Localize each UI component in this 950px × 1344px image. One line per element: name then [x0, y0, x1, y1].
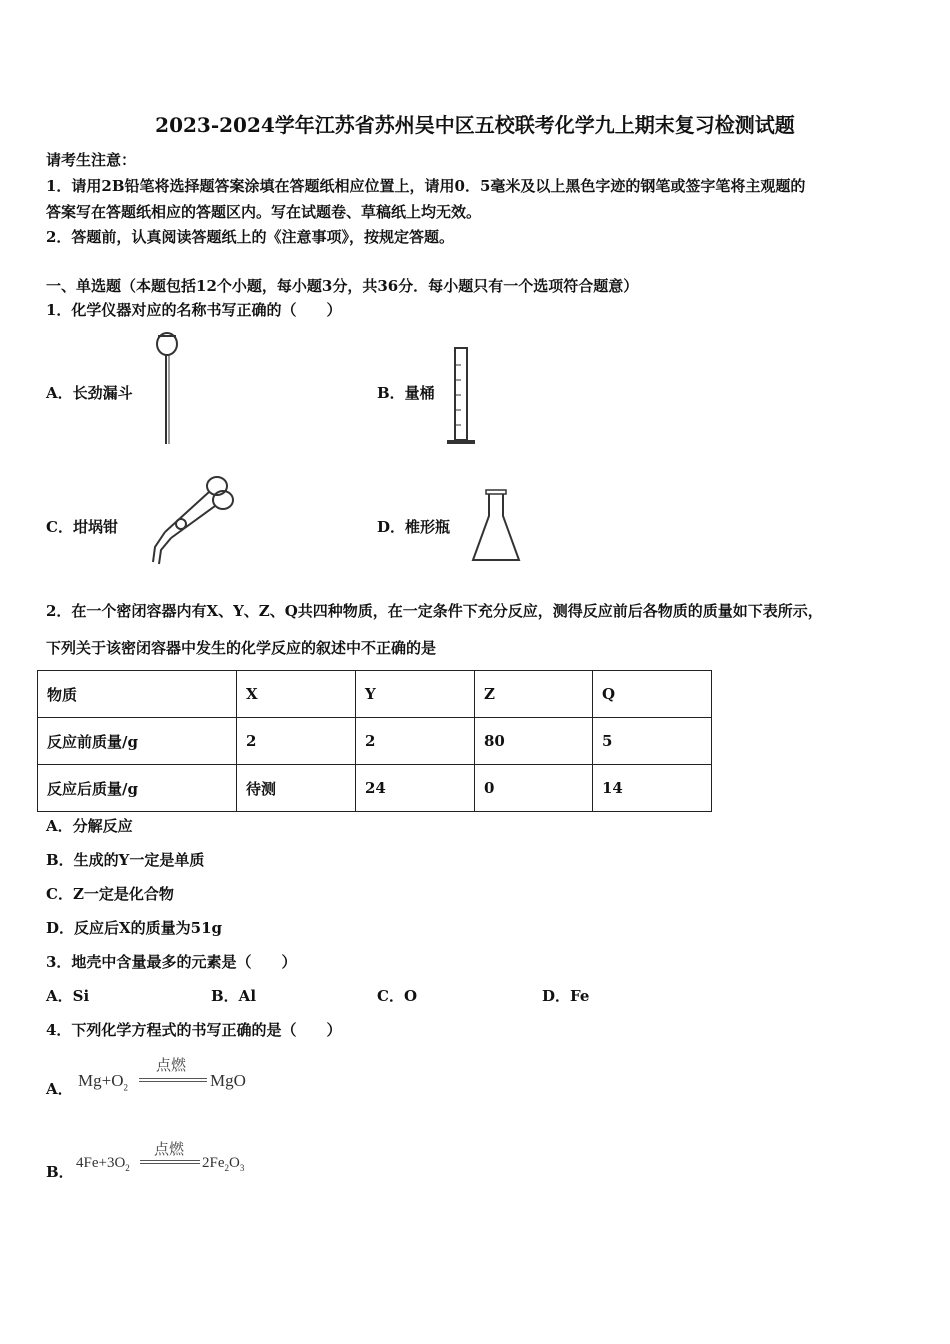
- q1-option-c[interactable]: C．坩埚钳: [46, 518, 118, 536]
- note-1: 1．请用2B铅笔将选择题答案涂填在答题纸相应位置上，请用0．5毫米及以上黑色字迹的钢笔或签字笔将主观题的: [46, 177, 806, 195]
- conical-flask-icon: [468, 488, 524, 566]
- q1-stem: 1．化学仪器对应的名称书写正确的（ ）: [46, 301, 342, 319]
- table-cell: Z: [475, 671, 593, 718]
- q4-b-lhs: [76, 1156, 130, 1173]
- note-2: 2．答题前，认真阅读答题纸上的《注意事项》，按规定答题。: [46, 228, 454, 246]
- note-1-cont: 答案写在答题纸相应的答题区内。写在试题卷、草稿纸上均无效。: [46, 203, 482, 221]
- table-cell: 0: [475, 765, 593, 812]
- table-cell: 2: [356, 718, 475, 765]
- q4-a-lhs: [78, 1072, 128, 1092]
- long-neck-funnel-icon: [150, 330, 190, 448]
- reaction-condition: 点燃: [154, 1140, 185, 1158]
- q3-option-d[interactable]: D．Fe: [542, 987, 590, 1005]
- subscript: 2: [224, 1163, 229, 1173]
- table-cell: 待测: [237, 765, 356, 812]
- subscript: 2: [125, 1163, 130, 1173]
- page-title: 2023-2024学年江苏省苏州吴中区五校联考化学九上期末复习检测试题: [155, 113, 795, 137]
- table-row: [38, 718, 712, 765]
- table-cell: X: [237, 671, 356, 718]
- q4-a-rhs: MgO: [210, 1071, 246, 1090]
- table-cell: 14: [593, 765, 712, 812]
- reaction-condition: 点燃: [156, 1056, 187, 1074]
- q4-option-b-label[interactable]: B．: [46, 1163, 74, 1181]
- table-cell: 物质: [38, 671, 237, 718]
- formula-text: 4Fe+3O: [76, 1155, 126, 1171]
- formula-text: O: [229, 1155, 240, 1171]
- table-cell: 80: [475, 718, 593, 765]
- q3-option-c[interactable]: C．O: [377, 987, 418, 1005]
- table-row: [38, 671, 712, 718]
- graduated-cylinder-icon: [444, 345, 480, 447]
- crucible-tongs-icon: [145, 472, 237, 567]
- table-cell: Y: [356, 671, 475, 718]
- subscript: 2: [123, 1082, 128, 1093]
- q3-option-a[interactable]: A．Si: [46, 987, 90, 1005]
- q3-stem: 3．地壳中含量最多的元素是（ ）: [46, 953, 297, 971]
- table-cell: 2: [237, 718, 356, 765]
- notes-heading: 请考生注意：: [46, 151, 137, 169]
- formula-text: Mg+O: [78, 1071, 124, 1090]
- table-cell: 24: [356, 765, 475, 812]
- q4-stem: 4．下列化学方程式的书写正确的是（ ）: [46, 1021, 342, 1039]
- mass-table: [37, 670, 712, 812]
- subscript: 3: [239, 1163, 245, 1173]
- table-cell: 反应前质量/g: [38, 718, 237, 765]
- q4-option-a-label[interactable]: A．: [46, 1080, 73, 1098]
- equals-sign: [139, 1078, 207, 1082]
- q2-option-c[interactable]: C．Z一定是化合物: [46, 885, 174, 903]
- q1-option-a[interactable]: A．长劲漏斗: [46, 384, 133, 402]
- q2-option-d[interactable]: D．反应后X的质量为51g: [46, 919, 223, 937]
- equals-sign: [140, 1160, 200, 1164]
- q2-stem: 2．在一个密闭容器内有X、Y、Z、Q共四种物质，在一定条件下充分反应，测得反应前后各物质的质量如下表所示，: [46, 602, 823, 620]
- section-heading: 一、单选题（本题包括12个小题，每小题3分，共36分．每小题只有一个选项符合题意）: [46, 277, 639, 295]
- q2-stem-cont: 下列关于该密闭容器中发生的化学反应的叙述中不正确的是: [46, 639, 437, 657]
- q4-b-rhs: [202, 1156, 244, 1173]
- q3-option-b[interactable]: B．Al: [211, 987, 257, 1005]
- formula-text: 2Fe: [202, 1155, 225, 1171]
- table-cell: 5: [593, 718, 712, 765]
- table-row: [38, 765, 712, 812]
- q1-option-d[interactable]: D．椎形瓶: [377, 518, 451, 536]
- q2-option-b[interactable]: B．生成的Y一定是单质: [46, 851, 205, 869]
- table-cell: 反应后质量/g: [38, 765, 237, 812]
- table-cell: Q: [593, 671, 712, 718]
- q2-option-a[interactable]: A．分解反应: [46, 817, 133, 835]
- q1-option-b[interactable]: B．量桶: [377, 384, 435, 402]
